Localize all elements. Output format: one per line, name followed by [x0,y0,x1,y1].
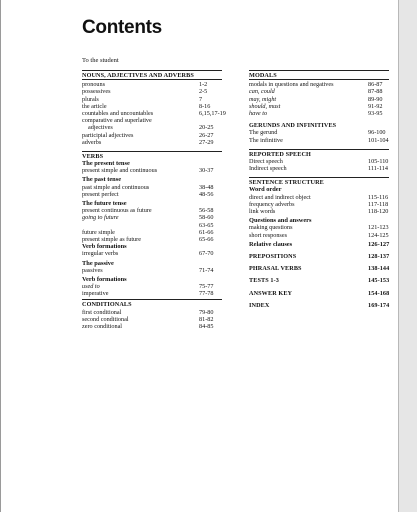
page-number: 96-100 [368,129,386,137]
entry-label: comparative and superlative [82,117,152,125]
entry-label: Verb formations [82,243,127,251]
section-heading[interactable] [249,72,389,79]
contents-entry[interactable] [82,316,222,323]
contents-entry[interactable] [82,139,222,146]
contents-entry[interactable] [249,110,389,117]
page-number: 138-144 [368,265,390,273]
page-number: 169-174 [368,301,390,309]
section-subheading[interactable] [82,160,222,167]
entry-label: The future tense [82,200,127,207]
page-number: 89-90 [368,95,383,103]
page-number: 27-29 [199,138,214,146]
entry-label: imperative [82,290,109,298]
page-number: 117-118 [368,200,389,208]
page-number: 58-60 [199,214,214,222]
section-heading[interactable] [249,151,389,158]
contents-entry[interactable] [82,96,222,103]
contents-entry[interactable] [82,167,222,174]
page-number: 81-82 [199,315,214,323]
section-heading[interactable] [249,265,389,272]
page-number: 121-123 [368,224,389,232]
entry-label: short responses [249,231,287,239]
section-rule [82,151,222,152]
contents-entry[interactable] [82,81,222,88]
contents-entry[interactable] [249,129,389,136]
page-number: 111-114 [368,165,388,173]
entry-label: second conditional [82,315,129,323]
page-number: 67-70 [199,250,214,258]
entry-label: The present tense [82,160,130,168]
contents-entry[interactable] [249,158,389,165]
entry-label: should, must [249,102,281,110]
contents-entry[interactable] [82,290,222,297]
contents-entry[interactable] [249,208,389,215]
page-number: 65-66 [199,235,214,243]
contents-entry[interactable] [82,236,222,243]
entry-label: present perfect [82,190,119,198]
section-rule [249,177,389,178]
entry-label: participial adjectives [82,131,134,139]
entry-label: passives [82,266,103,274]
entry-label: pronouns [82,81,106,89]
section-subheading[interactable] [82,200,222,207]
section-rule [249,149,389,150]
entry-label: REPORTED SPEECH [249,150,311,158]
entry-label: may, might [249,95,277,103]
contents-entry[interactable] [249,137,389,144]
entry-label: CONDITIONALS [82,301,132,309]
page-number: 71-74 [199,266,214,274]
page-number: 20-25 [199,124,214,132]
page-number: 75-77 [199,283,214,291]
intro-line: To the student [82,57,119,64]
page-number: 101-104 [368,136,389,144]
entry-label: adjectives [88,124,113,132]
page-number: 124-125 [368,231,389,239]
section-subheading[interactable] [82,276,222,283]
contents-entry[interactable] [82,109,226,117]
entry-label: The past tense [82,176,122,184]
page-number: 145-153 [368,277,390,285]
section-rule [82,79,222,80]
contents-entry[interactable] [82,124,222,131]
entry-label: SENTENCE STRUCTURE [249,179,324,187]
entry-label: Word order [249,186,282,194]
page-title: Contents [82,17,162,38]
page-number: 93-95 [368,109,383,117]
section-heading[interactable] [82,72,222,79]
contents-column-left [82,70,226,330]
entry-label: future simple [82,228,115,236]
section-heading[interactable] [249,179,389,186]
section-subheading[interactable] [82,176,222,183]
section-rule [82,70,222,71]
contents-entry[interactable] [82,214,222,221]
contents-entry[interactable] [82,184,222,191]
contents-entry[interactable] [82,207,222,214]
page-number: 1-2 [199,81,208,89]
contents-entry[interactable] [82,132,222,139]
entry-label: past simple and continuous [82,183,150,191]
page-number: 87-88 [368,88,383,96]
page-number: 115-116 [368,193,389,201]
entry-label: frequency adverbs [249,200,295,208]
section-rule [82,299,222,300]
page-number: 26-27 [199,131,214,139]
page-number: 30-37 [199,167,214,175]
page-number: 63-65 [199,221,214,229]
contents-entry[interactable] [82,267,222,274]
entry-label: going to future [82,214,119,222]
entry-label: Relative clauses [249,240,293,248]
page-number: 2-5 [199,88,208,96]
entry-label: present simple as future [82,235,141,243]
entry-label: direct and indirect object [249,193,311,201]
contents-entry[interactable] [249,88,389,95]
entry-label: PREPOSITIONS [249,252,297,260]
section-heading[interactable] [249,122,389,129]
section-subheading[interactable] [82,243,222,250]
entry-label: the article [82,102,107,110]
page-number: 118-120 [368,208,389,215]
page-number: 61-66 [199,228,214,236]
contents-entry[interactable] [82,309,222,316]
section-heading[interactable] [249,277,389,284]
document-page [1,0,398,512]
entry-label: adverbs [82,138,102,146]
contents-entry[interactable] [249,201,389,208]
contents-entry[interactable] [249,165,389,172]
page-number: 77-78 [199,290,214,298]
section-heading[interactable] [249,290,389,297]
entry-label: Questions and answers [249,217,312,225]
page-number: 48-56 [199,190,214,198]
entry-label: countables and uncountables [82,109,154,117]
contents-entry[interactable] [249,103,389,110]
contents-entry[interactable] [82,191,222,198]
entry-label: zero conditional [82,323,123,330]
contents-entry[interactable] [82,250,222,257]
entry-label: The infinitive [249,136,283,144]
entry-label: possessives [82,88,111,96]
page-number: 79-80 [199,308,214,316]
page-number: 128-137 [368,252,390,260]
entry-label: plurals [82,95,99,103]
entry-label: present continuous as future [82,207,152,215]
entry-label: can, could [249,88,275,96]
entry-label: modals in questions and negatives [249,81,334,89]
contents-entry[interactable] [82,88,222,95]
page-number: 8-16 [199,102,211,110]
entry-label: first conditional [82,308,122,316]
entry-label: GERUNDS AND INFINITIVES [249,122,337,130]
entry-label: PHRASAL VERBS [249,265,302,273]
page-number: 6,15,17-19 [199,109,226,117]
page-number: 126-127 [368,240,390,248]
entry-label: Verb formations [82,275,127,283]
entry-label: making questions [249,224,293,232]
section-heading[interactable] [249,302,389,309]
entry-label: used to [82,283,100,291]
entry-label: have to [249,109,268,117]
page-number: 84-85 [199,323,214,330]
entry-label: INDEX [249,301,270,309]
page-number: 105-110 [368,157,389,165]
section-heading[interactable] [82,153,222,160]
entry-label: MODALS [249,72,277,79]
contents-column-right [249,70,389,309]
entry-label: ANSWER KEY [249,289,293,297]
page-number: 56-58 [199,207,214,215]
entry-label: NOUNS, ADJECTIVES AND ADVERBS [82,72,194,79]
page-number: 91-92 [368,102,383,110]
page-number: 7 [199,95,203,103]
contents-entry[interactable] [82,323,222,330]
section-subheading[interactable] [249,241,389,248]
contents-entry[interactable] [82,103,222,110]
page-number: 86-87 [368,81,383,89]
section-heading[interactable] [249,253,389,260]
section-rule [249,70,389,71]
contents-entry[interactable] [82,222,222,229]
section-subheading[interactable] [82,260,222,267]
section-rule [249,79,389,80]
entry-label: TESTS 1-3 [249,277,279,285]
contents-entry[interactable] [249,194,389,201]
entry-label: Indirect speech [249,165,287,173]
entry-label: present simple and continuous [82,167,158,175]
entry-label: VERBS [82,152,104,160]
section-subheading[interactable] [249,186,389,193]
contents-entry[interactable] [249,96,389,103]
contents-entry[interactable] [82,117,222,124]
contents-entry[interactable] [249,81,389,88]
contents-entry[interactable] [249,232,389,239]
contents-entry[interactable] [82,229,222,236]
entry-label: Direct speech [249,157,283,165]
page-number: 38-48 [199,183,214,191]
contents-entry[interactable] [82,283,222,290]
entry-label: The passive [82,259,114,267]
section-heading[interactable] [82,301,222,308]
viewer-scrollbar[interactable] [398,0,417,512]
entry-label: The gerund [249,129,278,137]
entry-label: link words [249,208,276,215]
section-subheading[interactable] [249,217,389,224]
page-number: 154-168 [368,289,390,297]
entry-label: irregular verbs [82,250,119,258]
contents-entry[interactable] [249,224,389,231]
